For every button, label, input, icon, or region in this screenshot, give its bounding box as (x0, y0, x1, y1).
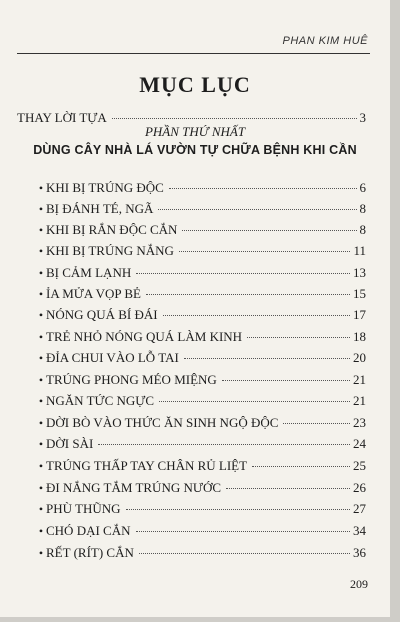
toc-label: DỜI SÀI (46, 436, 94, 451)
toc-label: BỊ ĐÁNH TÉ, NGÃ (46, 201, 154, 216)
toc-entry (36, 415, 366, 435)
toc-page-number: 36 (353, 545, 366, 560)
toc-label: BỊ CẢM LẠNH (46, 265, 132, 280)
dot-leader (136, 531, 351, 532)
toc-entry (36, 201, 366, 221)
toc-entry (36, 480, 366, 500)
dot-leader (159, 401, 350, 402)
bullet-icon: • (38, 459, 44, 473)
toc-entry (36, 393, 366, 413)
dot-leader (98, 444, 350, 445)
toc-label: KHI BỊ TRÚNG NẮNG (46, 243, 174, 258)
running-header-author: PHAN KIM HUÊ (282, 35, 368, 47)
toc-label: ĐI NẮNG TẮM TRÚNG NƯỚC (46, 480, 221, 495)
toc-page-number: 21 (353, 393, 366, 408)
toc-entry (36, 286, 366, 306)
toc-entry (36, 458, 366, 478)
toc-label: ĐỈA CHUI VÀO LỖ TAI (46, 350, 179, 365)
toc-page-number: 27 (353, 501, 366, 516)
toc-page-number: 13 (353, 265, 366, 280)
bullet-icon: • (38, 330, 44, 344)
dot-leader (169, 188, 357, 189)
bullet-icon: • (38, 287, 44, 301)
toc-label: NGĂN TỨC NGỰC (46, 393, 155, 408)
toc-page-number: 23 (353, 415, 366, 430)
dot-leader (126, 509, 350, 510)
toc-page-number: 24 (353, 436, 366, 451)
toc-entry (36, 501, 366, 521)
page-number: 209 (350, 577, 368, 591)
toc-page-number: 8 (359, 222, 366, 237)
dot-leader (222, 380, 350, 381)
toc-label: CHÓ DẠI CẮN (46, 523, 131, 538)
dot-leader (139, 553, 350, 554)
dot-leader (252, 466, 350, 467)
dot-leader (136, 273, 350, 274)
toc-page-number: 20 (353, 350, 366, 365)
part-heading: DÙNG CÂY NHÀ LÁ VƯỜN TỰ CHỮA BỆNH KHI CẦN (33, 143, 357, 157)
toc-page-number: 25 (353, 458, 366, 473)
bullet-icon: • (38, 437, 44, 451)
toc-entry (36, 350, 366, 370)
dot-leader (163, 315, 350, 316)
toc-page-number: 17 (353, 307, 366, 322)
toc-label: THAY LỜI TỰA (17, 110, 107, 125)
toc-entry (36, 222, 366, 242)
toc-page-number: 34 (353, 523, 366, 538)
toc-label: PHÙ THŨNG (46, 501, 121, 516)
toc-label: TRẺ NHỎ NÓNG QUÁ LÀM KINH (46, 329, 243, 344)
toc-page-number: 3 (359, 110, 366, 125)
toc-page-number: 15 (353, 286, 366, 301)
dot-leader (158, 209, 356, 210)
dot-leader (182, 230, 356, 231)
dot-leader (179, 251, 351, 252)
toc-label: KHI BỊ TRÚNG ĐỘC (46, 180, 164, 195)
toc-label: DỜI BÒ VÀO THỨC ĂN SINH NGỘ ĐỘC (46, 415, 279, 430)
toc-entry (36, 436, 366, 456)
page-title: MỤC LỤC (139, 72, 251, 97)
bullet-icon: • (38, 181, 44, 195)
toc-label: RẾT (RÍT) CẮN (46, 545, 134, 560)
dot-leader (184, 358, 350, 359)
bullet-icon: • (38, 373, 44, 387)
toc-label: ỈA MỬA VỌP BẺ (46, 286, 141, 301)
dot-leader (247, 337, 350, 338)
bullet-icon: • (38, 524, 44, 538)
toc-page-number: 18 (353, 329, 366, 344)
toc-page-number: 21 (353, 372, 366, 387)
bullet-icon: • (38, 416, 44, 430)
bullet-icon: • (38, 546, 44, 560)
toc-entry (36, 243, 366, 263)
part-title: PHẦN THỨ NHẤT (144, 124, 246, 139)
toc-page-number: 11 (353, 243, 366, 258)
bullet-icon: • (38, 244, 44, 258)
bullet-icon: • (38, 223, 44, 237)
toc-entry (36, 180, 366, 200)
bullet-icon: • (38, 202, 44, 216)
toc-entry (36, 265, 366, 285)
toc-page-number: 26 (353, 480, 366, 495)
toc-label: NÓNG QUÁ BÍ ĐÁI (46, 307, 158, 322)
toc-page-number: 8 (359, 201, 366, 216)
dot-leader (112, 118, 357, 119)
bullet-icon: • (38, 502, 44, 516)
toc-label: TRÚNG THẤP TAY CHÂN RỦ LIỆT (46, 458, 248, 473)
dot-leader (146, 294, 350, 295)
toc-page-number: 6 (359, 180, 366, 195)
toc-entry (36, 329, 366, 349)
toc-label: KHI BỊ RẮN ĐỘC CẮN (46, 222, 178, 237)
toc-entry (36, 372, 366, 392)
toc-entry (36, 545, 366, 565)
bullet-icon: • (38, 394, 44, 408)
bullet-icon: • (38, 308, 44, 322)
bullet-icon: • (38, 351, 44, 365)
bullet-icon: • (38, 266, 44, 280)
dot-leader (226, 488, 350, 489)
toc-entry (36, 307, 366, 327)
toc-label: TRÚNG PHONG MÉO MIỆNG (46, 372, 217, 387)
dot-leader (283, 423, 350, 424)
header-rule (17, 53, 370, 54)
toc-entry (36, 523, 366, 543)
bullet-icon: • (38, 481, 44, 495)
